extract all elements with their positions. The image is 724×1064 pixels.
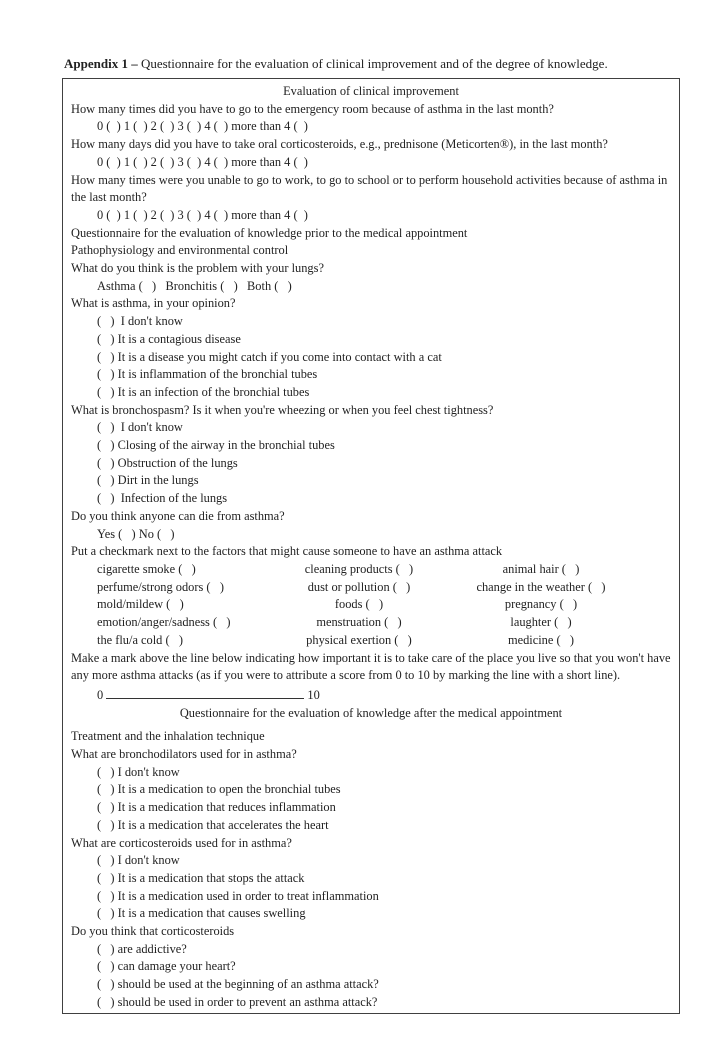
factor-cell: physical exertion ( ) (306, 632, 412, 647)
scale-max-label: 10 (307, 687, 320, 702)
question-die-from-asthma: Do you think anyone can die from asthma? (71, 508, 285, 523)
option-item: ( ) are addictive? (97, 941, 187, 956)
option-item: ( ) It is a medication to open the bronchial tubes (97, 782, 341, 797)
option-item: ( ) It is a medication that causes swelling (97, 906, 306, 921)
section-header-after-knowledge: Questionnaire for the evaluation of knowledge after the medical appointment (179, 705, 563, 720)
factor-cell: dust or pollution ( ) (307, 579, 411, 594)
factor-cell: foods ( ) (334, 597, 384, 612)
questionnaire-box (62, 78, 680, 1014)
subheader-pathophysiology: Pathophysiology and environmental control (71, 243, 289, 258)
appendix-title (64, 56, 680, 72)
question-oral-steroids: How many days did you have to take oral corticosteroids, e.g., prednisone (Meticorten®), in the last month? (71, 137, 608, 152)
answer-options-unable-activities: 0 ( ) 1 ( ) 2 ( ) 3 ( ) 4 ( ) more than 4 ( ) (97, 207, 308, 222)
answer-options-die-from-asthma: Yes ( ) No ( ) (97, 526, 175, 541)
option-item: ( ) Obstruction of the lungs (97, 455, 238, 470)
option-item: ( ) Closing of the airway in the bronchial tubes (97, 438, 335, 453)
option-item: ( ) Infection of the lungs (97, 491, 228, 506)
factor-cell: animal hair ( ) (502, 561, 580, 576)
answer-options-er: 0 ( ) 1 ( ) 2 ( ) 3 ( ) 4 ( ) more than 4 ( ) (97, 119, 308, 134)
question-think-corticosteroids: Do you think that corticosteroids (71, 924, 235, 939)
question-mark-line: Make a mark above the line below indicating how important it is to take care of the place you live so that you won't have any more asthma attacks (as if you were to attribute a score from 0 to 10 by marking the line with a short line). (71, 650, 674, 683)
option-item: ( ) Dirt in the lungs (97, 473, 199, 488)
option-item: ( ) I don't know (97, 764, 180, 779)
factor-cell: emotion/anger/sadness ( ) (97, 615, 231, 630)
factor-cell: pregnancy ( ) (504, 597, 578, 612)
option-item: ( ) I don't know (97, 853, 180, 868)
option-item: ( ) It is a medication used in order to treat inflammation (97, 888, 379, 903)
factor-cell: cleaning products ( ) (304, 561, 414, 576)
subheader-treatment: Treatment and the inhalation technique (71, 729, 265, 744)
option-item: ( ) can damage your heart? (97, 959, 236, 974)
section-header-clinical: Evaluation of clinical improvement (283, 84, 459, 98)
factors-grid (71, 561, 671, 650)
question-attack-factors: Put a checkmark next to the factors that might cause someone to have an asthma attack (71, 544, 503, 559)
factor-cell: the flu/a cold ( ) (97, 632, 184, 647)
section-header-prior-knowledge: Questionnaire for the evaluation of knowledge prior to the medical appointment (71, 225, 468, 240)
option-item: ( ) should be used in order to prevent an asthma attack? (97, 994, 378, 1009)
factor-cell: laughter ( ) (510, 615, 572, 630)
scale-min-label: 0 (97, 687, 104, 702)
factor-cell: change in the weather ( ) (476, 579, 606, 594)
question-er: How many times did you have to go to the emergency room because of asthma in the last month? (71, 101, 554, 116)
option-item: ( ) It is a medication that accelerates the heart (97, 817, 329, 832)
appendix-title-text: Questionnaire for the evaluation of clinical improvement and of the degree of knowledge. (137, 56, 608, 71)
factor-cell: mold/mildew ( ) (97, 597, 184, 612)
option-item: ( ) It is an infection of the bronchial tubes (97, 384, 310, 399)
factor-cell: medicine ( ) (507, 632, 575, 647)
factor-cell: perfume/strong odors ( ) (97, 579, 224, 594)
question-unable-activities: How many times were you unable to go to work, to go to school or to perform household activities because of asthma in the last month? (71, 172, 671, 205)
answer-options-lungs-problem: Asthma ( ) Bronchitis ( ) Both ( ) (97, 278, 292, 293)
factor-cell: menstruation ( ) (316, 615, 402, 630)
option-item: ( ) It is a medication that reduces inflammation (97, 800, 336, 815)
scale-rule-line (106, 685, 304, 699)
question-bronchodilators: What are bronchodilators used for in asthma? (71, 747, 297, 762)
option-item: ( ) should be used at the beginning of an asthma attack? (97, 977, 379, 992)
option-item: ( ) I don't know (97, 420, 183, 435)
appendix-label: Appendix 1 – (64, 56, 138, 71)
option-item: ( ) It is inflammation of the bronchial tubes (97, 367, 318, 382)
option-item: ( ) It is a medication that stops the attack (97, 870, 305, 885)
answer-options-oral-steroids: 0 ( ) 1 ( ) 2 ( ) 3 ( ) 4 ( ) more than 4 ( ) (97, 154, 308, 169)
option-item: ( ) It is a disease you might catch if you come into contact with a cat (97, 349, 442, 364)
scale-line (71, 685, 671, 705)
question-bronchospasm: What is bronchospasm? Is it when you're wheezing or when you feel chest tightness? (71, 402, 494, 417)
question-corticosteroids: What are corticosteroids used for in asthma? (71, 835, 292, 850)
factor-cell: cigarette smoke ( ) (97, 561, 196, 576)
option-item: ( ) It is a contagious disease (97, 331, 241, 346)
question-lungs-problem: What do you think is the problem with your lungs? (71, 261, 324, 276)
option-item: ( ) I don't know (97, 314, 183, 329)
question-what-is-asthma: What is asthma, in your opinion? (71, 296, 236, 311)
